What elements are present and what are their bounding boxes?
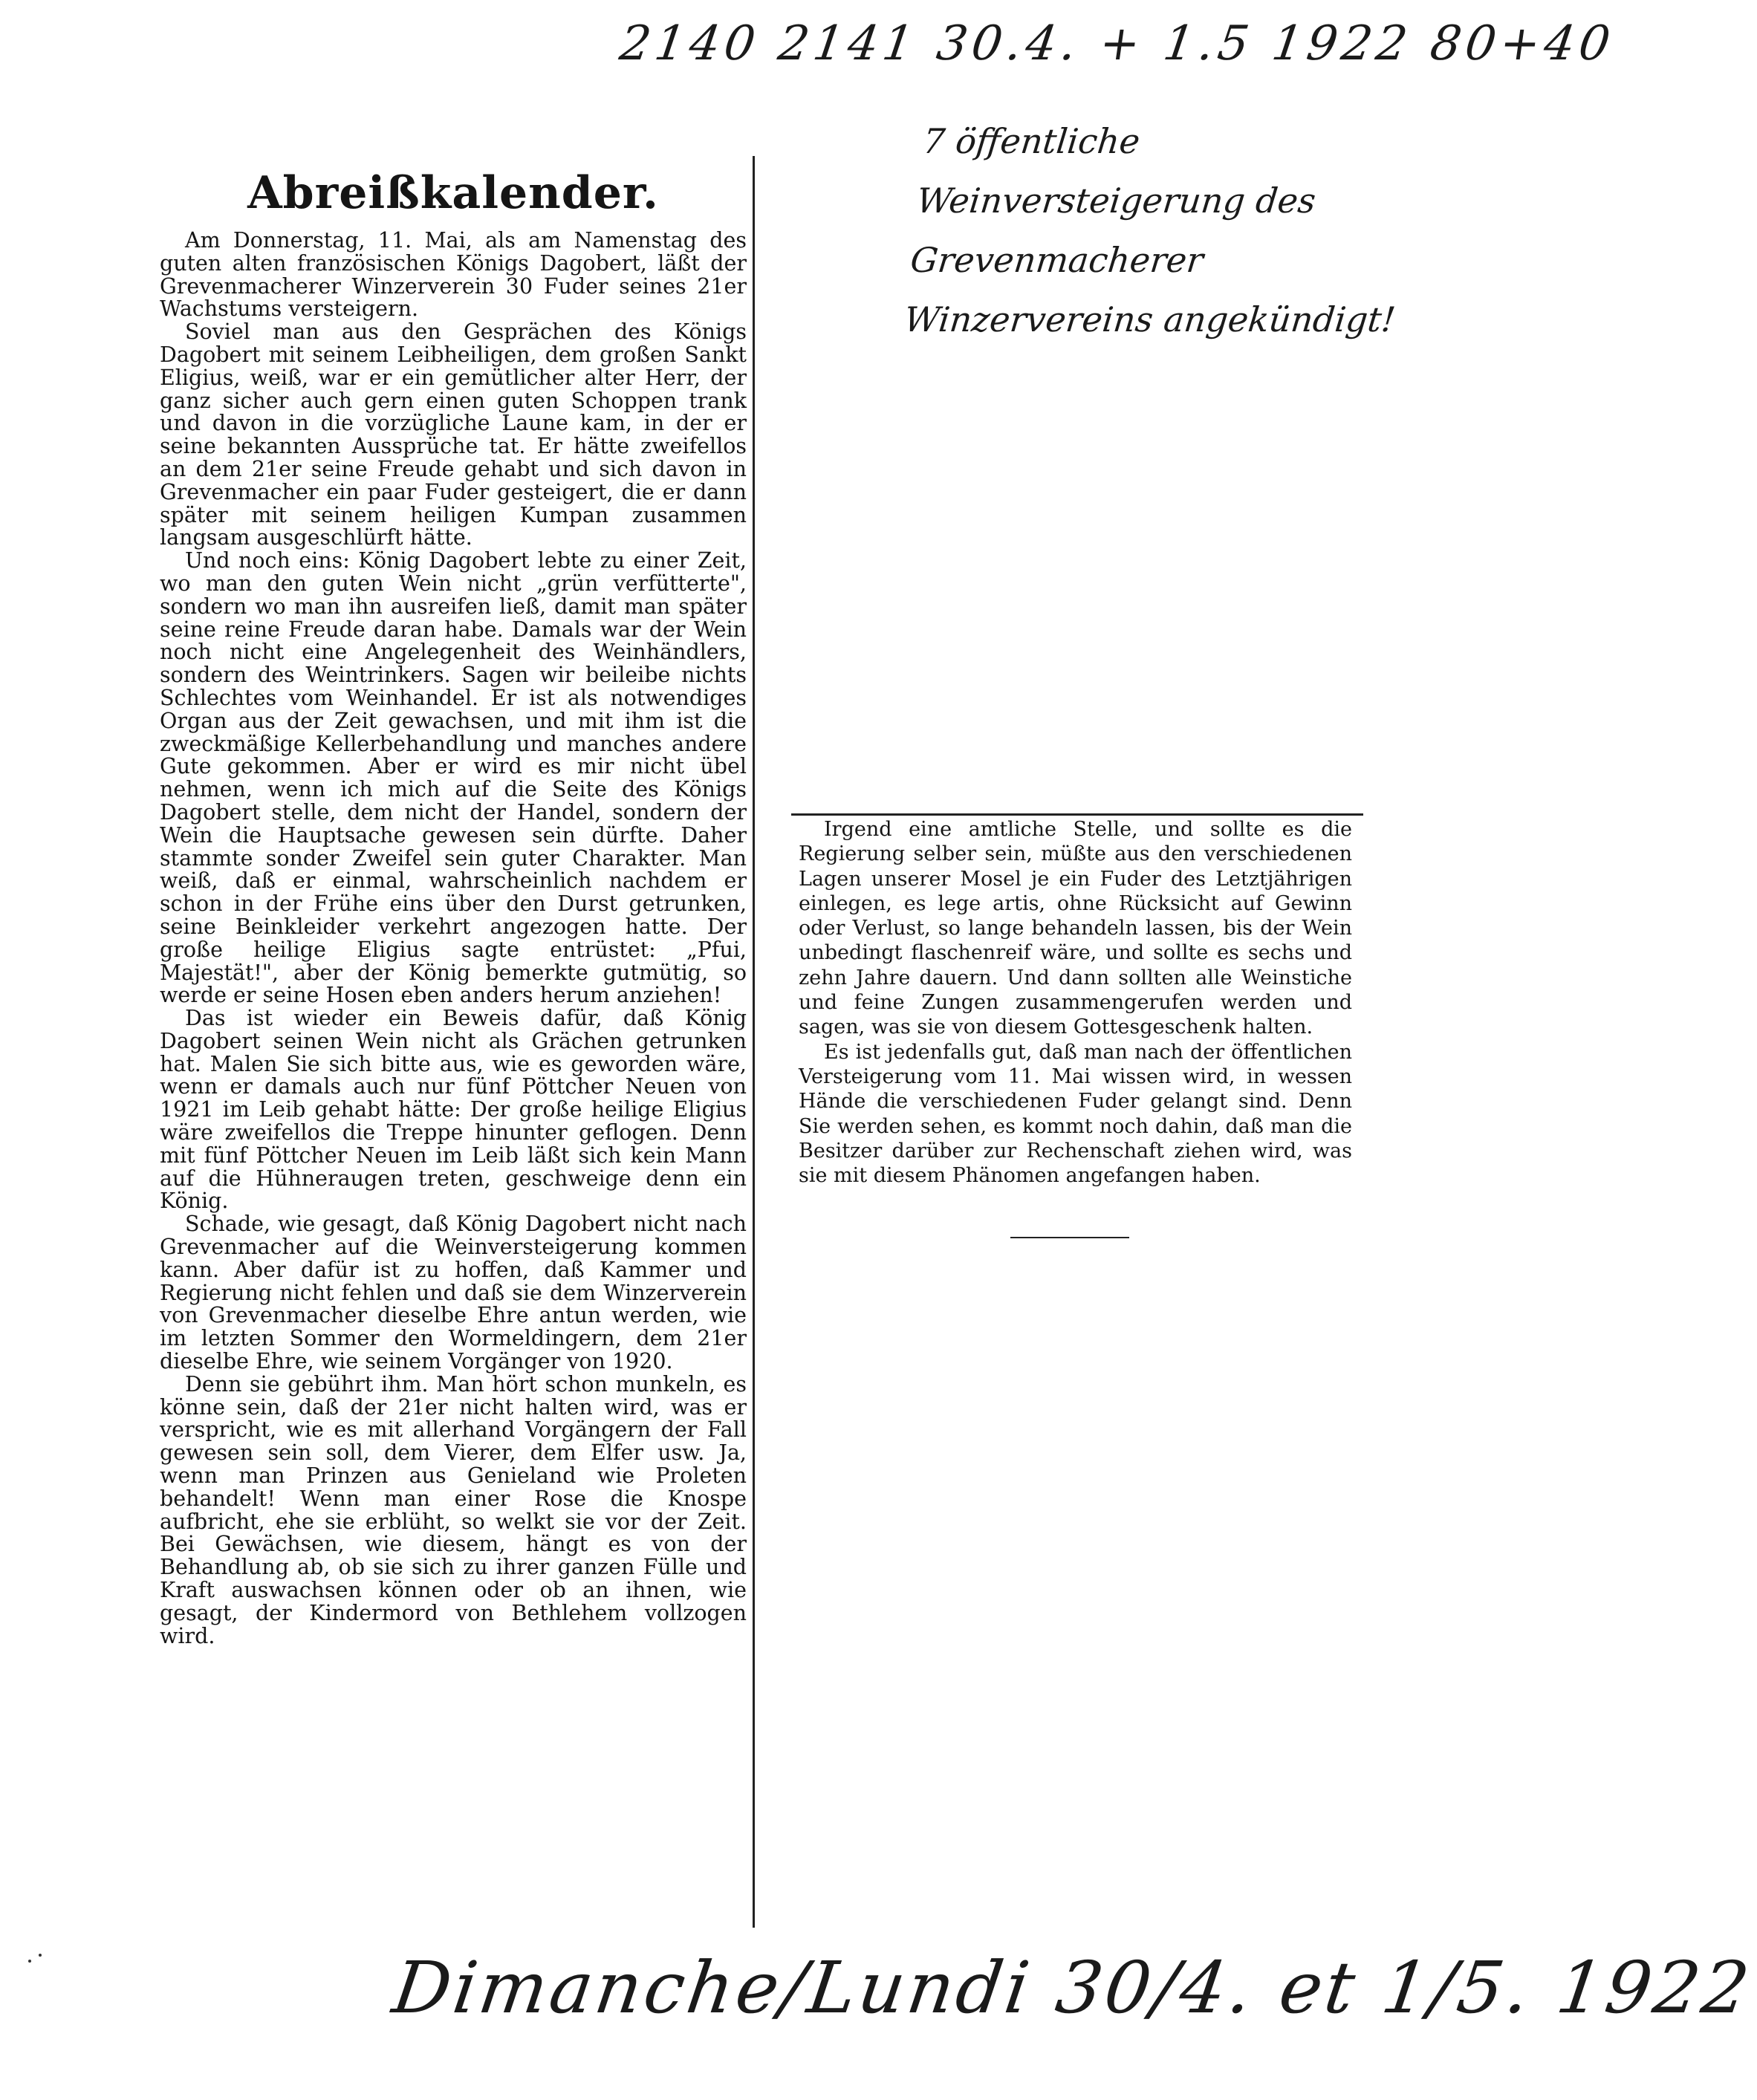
handwritten-margin-note: 7 öffentliche Weinversteigerung des Grevenmacherer Winzervereins angekündigt! [902,121,1397,339]
article-paragraph: Irgend eine amtliche Stelle, und sollte es die Regierung selber sein, müßte aus den verschiedenen Lagen unserer Mosel je ein Fuder des Letztjährigen einlegen, es lege artis, ohne Rücksicht auf Gewinn oder Verlust, so lange behandeln lassen, bis der Wein unbedingt flaschenreif wäre, und sollte es sechs und zehn Jahre dauern. Und dann sollten alle Weinstiche und feine Zungen zusammengerufen werden und sagen, was sie von diesem Gottesgeschenk halten. [799,818,1352,1039]
article-paragraph: Es ist jedenfalls gut, daß man nach der öffentlichen Versteigerung vom 11. Mai wissen wird, in wessen Hände die verschiedenen Fuder gelangt sind. Denn Sie werden sehen, es kommt noch dahin, daß man die Besitzer darüber zur Rechenschaft ziehen wird, was sie mit diesem Phänomen angefangen haben. [799,1040,1352,1188]
handwritten-date-footer: Dimanche/Lundi 30/4. et 1/5. 1922 [388,1946,1757,2029]
article-headline: Abreißkalender. [247,167,659,219]
article-paragraph: Und noch eins: König Dagobert lebte zu einer Zeit, wo man den guten Wein nicht „grün verfütterte", sondern wo man ihn ausreifen ließ, damit man später seine reine Freude daran habe. Damals war der Wein noch nicht eine Angelegenheit des Weinhändlers, sondern des Weintrinkers. Sagen wir beileibe nichts Schlechtes vom Weinhandel. Er ist als notwendiges Organ aus der Zeit gewachsen, und mit ihm ist die zweckmäßige Kellerbehandlung und manches andere Gute gekommen. Aber er wird es mir nicht übel nehmen, wenn ich mich auf die Seite des Königs Dagobert stelle, dem nicht der Handel, sondern der Wein die Hauptsache gewesen sein dürfte. Daher stammte sonder Zweifel sein guter Charakter. Man weiß, daß er einmal, wahrscheinlich nachdem er schon in der Frühe eins über den Durst getrunken, seine Beinkleider verkehrt angezogen hatte. Der große heilige Eligius sagte entrüstet: „Pfui, Majestät!", aber der König bemerkte gutmütig, so werde er seine Hosen eben anders herum anziehen! [160,548,747,1008]
article-paragraph: Am Donnerstag, 11. Mai, als am Namenstag des guten alten französischen Königs Dagobert, läßt der Grevenmacherer Winzerverein 30 Fuder seines 21er Wachstums versteigern. [160,228,747,322]
article-end-rule [1010,1237,1129,1238]
column-divider [753,156,755,1928]
article-paragraph: Denn sie gebührt ihm. Man hört schon munkeln, es könne sein, daß der 21er nicht halten wird, was er verspricht, wie es mit allerhand Vorgängern der Fall gewesen sein soll, dem Vierer, dem Elfer usw. Ja, wenn man Prinzen aus Genieland wie Proleten behandelt! Wenn man einer Rose die Knospe aufbricht, ehe sie erblüht, so welkt sie vor der Zeit. Bei Gewächsen, wie diesem, hängt es von der Behandlung ab, ob sie sich zu ihrer ganzen Fülle und Kraft auswachsen können oder ob an ihnen, wie gesagt, der Kindermord von Bethlehem vollzogen wird. [160,1371,747,1648]
article-paragraph: Das ist wieder ein Beweis dafür, daß König Dagobert seinen Wein nicht als Grächen getrunken hat. Malen Sie sich bitte aus, wie es geworden wäre, wenn er damals auch nur fünf Pöttcher Neuen von 1921 im Leib gehabt hätte: Der große heilige Eligius wäre zweifellos die Treppe hinunter geflogen. Denn mit fünf Pöttcher Neuen im Leib läßt sich kein Mann auf die Hühneraugen treten, geschweige denn ein König. [160,1006,747,1214]
article-left-column [160,167,747,1648]
handwritten-archive-numbers: 2140 2141 30.4. + 1.5 1922 80+40 [616,16,1618,71]
scan-speck [39,1954,42,1957]
scan-speck [28,1960,31,1963]
article-paragraph: Soviel man aus den Gesprächen des Königs Dagobert mit seinem Leibheiligen, dem großen Sankt Eligius, weiß, war er ein gemütlicher alter Herr, der ganz sicher auch gern einen guten Schoppen trank und davon in die vorzügliche Laune kam, in der er seine bekannten Aussprüche tat. Er hätte zweifellos an dem 21er seine Freude gehabt und sich davon in Grevenmacher ein paar Fuder gesteigert, die er dann später mit seinem heiligen Kumpan zusammen langsam ausgeschlürft hätte. [160,319,747,550]
right-column-top-rule [791,813,1363,816]
article-right-column [799,817,1352,1188]
article-paragraph: Schade, wie gesagt, daß König Dagobert nicht nach Grevenmacher auf die Weinversteigerung kommen kann. Aber dafür ist zu hoffen, daß Kammer und Regierung nicht fehlen und daß sie dem Winzerverein von Grevenmacher dieselbe Ehre antun werden, wie im letzten Sommer den Wormeldingern, dem 21er dieselbe Ehre, wie seinem Vorgänger von 1920. [160,1212,747,1374]
